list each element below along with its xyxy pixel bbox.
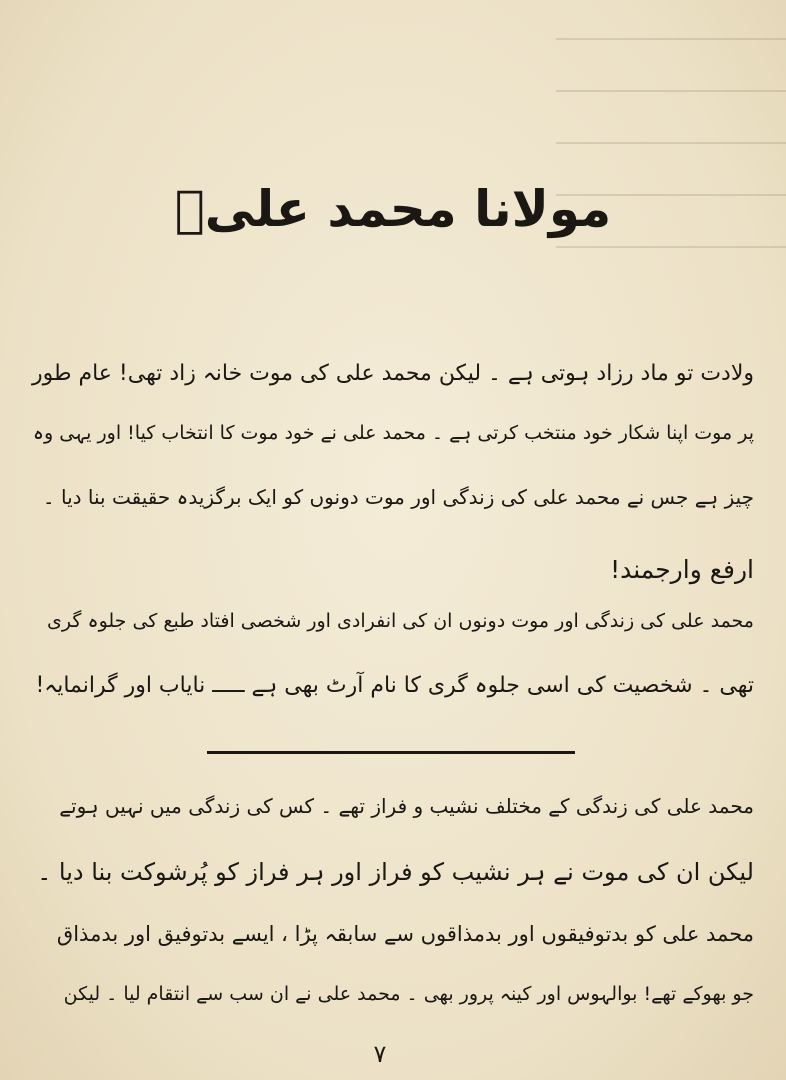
text-line-10: جو بھوکے تھے! بوالہوس اور کینہ پرور بھی ۔ محمد علی نے ان سب سے انتقام لیا ۔ لیکن [63, 983, 754, 1005]
page-number: ۷ [373, 1040, 387, 1068]
page-title: مولانا محمد علیؒ [174, 180, 612, 238]
text-line-9: محمد علی کو بدتوفیقوں اور بدمذاقوں سے سابقہ پڑا ، ایسے بدتوفیق اور بدمذاق [56, 922, 754, 946]
text-line-6: تھی ۔ شخصیت کی اسی جلوہ گری کا نام آرٹ بھی ہے ـــــ نایاب اور گرانمایہ! [35, 673, 754, 698]
text-line-8: لیکن ان کی موت نے ہر نشیب کو فراز اور ہر فراز کو پُرشوکت بنا دیا ۔ [37, 858, 754, 886]
text-line-7: محمد علی کی زندگی کے مختلف نشیب و فراز تھے ۔ کس کی زندگی میں نہیں ہوتے [59, 794, 754, 818]
text-line-1: ولادت تو ماد رزاد ہوتی ہے ۔ لیکن محمد علی کی موت خانہ زاد تھی! عام طور [31, 361, 754, 386]
text-line-3: چیز ہے جس نے محمد علی کی زندگی اور موت دونوں کو ایک برگزیدہ حقیقت بنا دیا ۔ [42, 485, 754, 509]
text-line-2: پر موت اپنا شکار خود منتخب کرتی ہے ۔ محمد علی نے خود موت کا انتخاب کیا! اور یہی وہ [32, 422, 754, 444]
text-line-5: محمد علی کی زندگی اور موت دونوں ان کی انفرادی اور شخصی افتاد طبع کی جلوہ گری [47, 610, 754, 632]
section-divider [207, 751, 575, 754]
text-line-4: ارفع وارجمند! [610, 555, 754, 584]
